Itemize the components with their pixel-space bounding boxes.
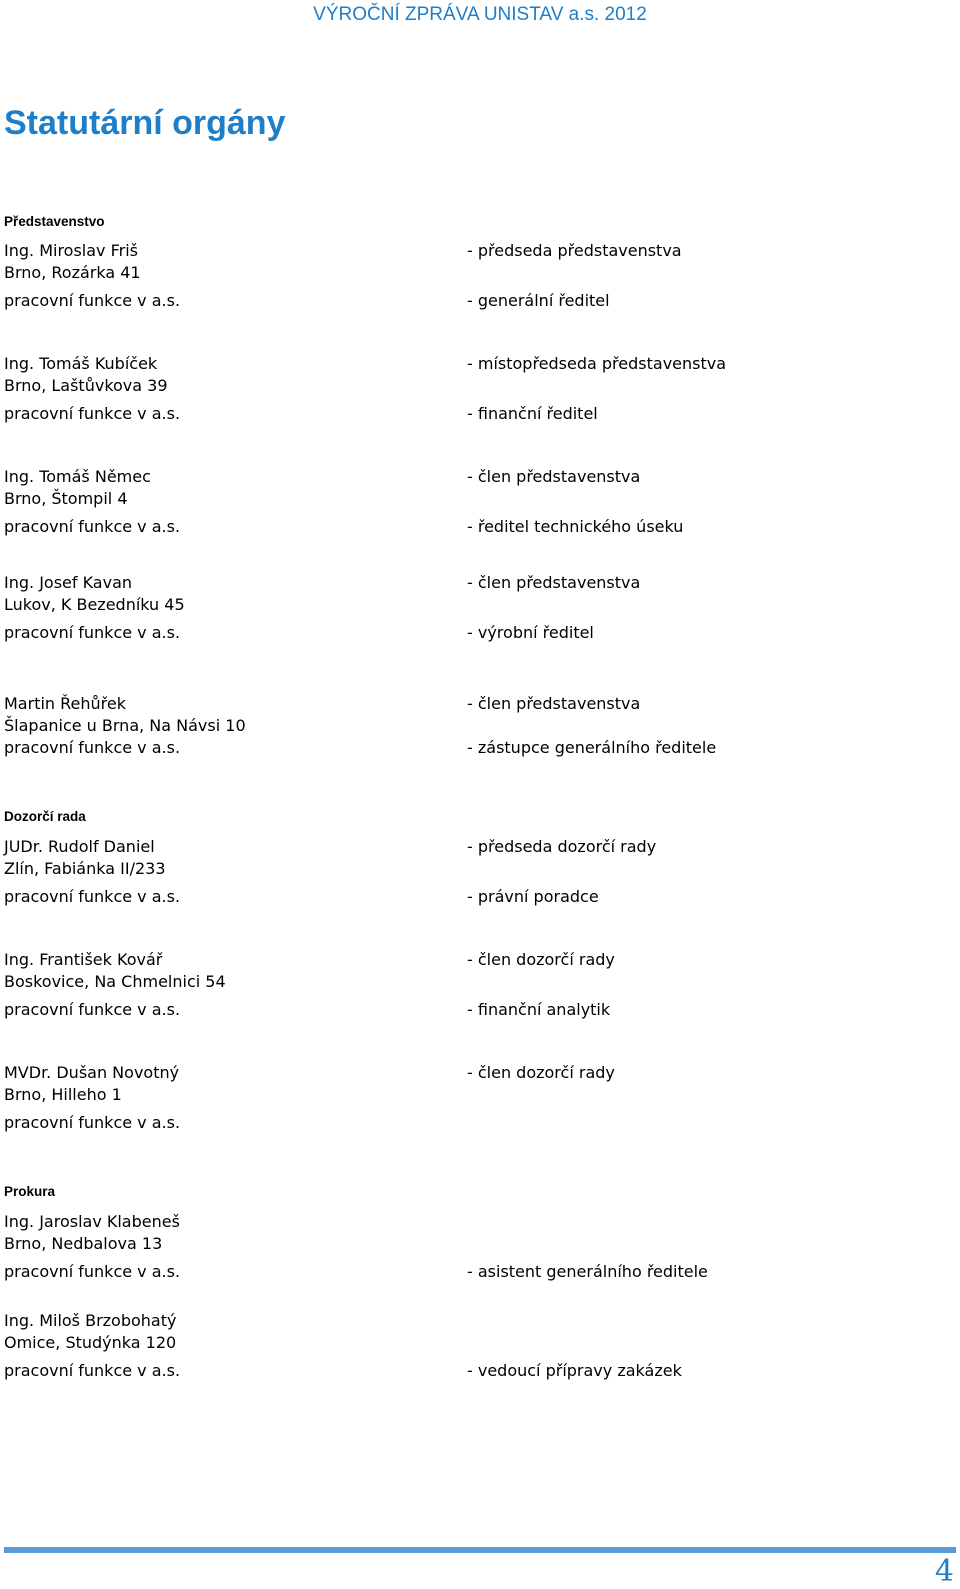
person-work: pracovní funkce v a.s. <box>4 1113 181 1132</box>
person-role: - právní poradce <box>467 887 599 906</box>
person-role: - vedoucí přípravy zakázek <box>467 1361 682 1380</box>
person-work: pracovní funkce v a.s. <box>4 738 181 757</box>
person-name: Ing. František Kovář <box>4 950 163 969</box>
person-role: - člen představenstva <box>467 694 641 713</box>
person-address: Šlapanice u Brna, Na Návsi 10 <box>4 716 246 735</box>
person-address: Zlín, Fabiánka II/233 <box>4 859 166 878</box>
person-role: - finanční ředitel <box>467 404 598 423</box>
person-role: - zástupce generálního ředitele <box>467 738 717 757</box>
person-address: Brno, Hilleho 1 <box>4 1085 122 1104</box>
person-address: Omice, Studýnka 120 <box>4 1333 177 1352</box>
section-heading-prokura: Prokura <box>4 1184 56 1199</box>
person-role: - předseda dozorčí rady <box>467 837 657 856</box>
person-work: pracovní funkce v a.s. <box>4 1262 181 1281</box>
page-title: Statutární orgány <box>4 104 286 142</box>
section-heading-predstavenstvo: Představenstvo <box>4 214 105 229</box>
person-role: - místopředseda představenstva <box>467 354 727 373</box>
person-name: Ing. Josef Kavan <box>4 573 133 592</box>
person-address: Brno, Štompil 4 <box>4 489 128 508</box>
section-heading-dozorci-rada: Dozorčí rada <box>4 809 86 824</box>
person-role: - asistent generálního ředitele <box>467 1262 708 1281</box>
person-role: - výrobní ředitel <box>467 623 594 642</box>
person-name: Ing. Tomáš Němec <box>4 467 151 486</box>
person-name: JUDr. Rudolf Daniel <box>4 837 155 856</box>
person-name: MVDr. Dušan Novotný <box>4 1063 180 1082</box>
person-role: - člen dozorčí rady <box>467 1063 615 1082</box>
person-address: Brno, Laštůvkova 39 <box>4 376 168 395</box>
person-address: Boskovice, Na Chmelnici 54 <box>4 972 226 991</box>
person-role: - ředitel technického úseku <box>467 517 684 536</box>
person-work: pracovní funkce v a.s. <box>4 887 181 906</box>
person-name: Martin Řehůřek <box>4 694 126 713</box>
person-work: pracovní funkce v a.s. <box>4 1000 181 1019</box>
running-header: VÝROČNÍ ZPRÁVA UNISTAV a.s. 2012 <box>313 4 647 25</box>
person-address: Lukov, K Bezedníku 45 <box>4 595 185 614</box>
person-role: - finanční analytik <box>467 1000 611 1019</box>
footer-rule <box>4 1547 956 1553</box>
person-address: Brno, Nedbalova 13 <box>4 1234 163 1253</box>
person-work: pracovní funkce v a.s. <box>4 291 181 310</box>
person-address: Brno, Rozárka 41 <box>4 263 141 282</box>
person-work: pracovní funkce v a.s. <box>4 517 181 536</box>
person-name: Ing. Jaroslav Klabeneš <box>4 1212 180 1231</box>
person-role: - člen dozorčí rady <box>467 950 615 969</box>
person-work: pracovní funkce v a.s. <box>4 1361 181 1380</box>
person-role: - předseda představenstva <box>467 241 682 260</box>
page-number: 4 <box>934 1554 954 1589</box>
person-name: Ing. Miroslav Friš <box>4 241 138 260</box>
person-work: pracovní funkce v a.s. <box>4 404 181 423</box>
person-work: pracovní funkce v a.s. <box>4 623 181 642</box>
person-role: - generální ředitel <box>467 291 610 310</box>
person-name: Ing. Tomáš Kubíček <box>4 354 158 373</box>
person-name: Ing. Miloš Brzobohatý <box>4 1311 177 1330</box>
person-role: - člen představenstva <box>467 573 641 592</box>
person-role: - člen představenstva <box>467 467 641 486</box>
